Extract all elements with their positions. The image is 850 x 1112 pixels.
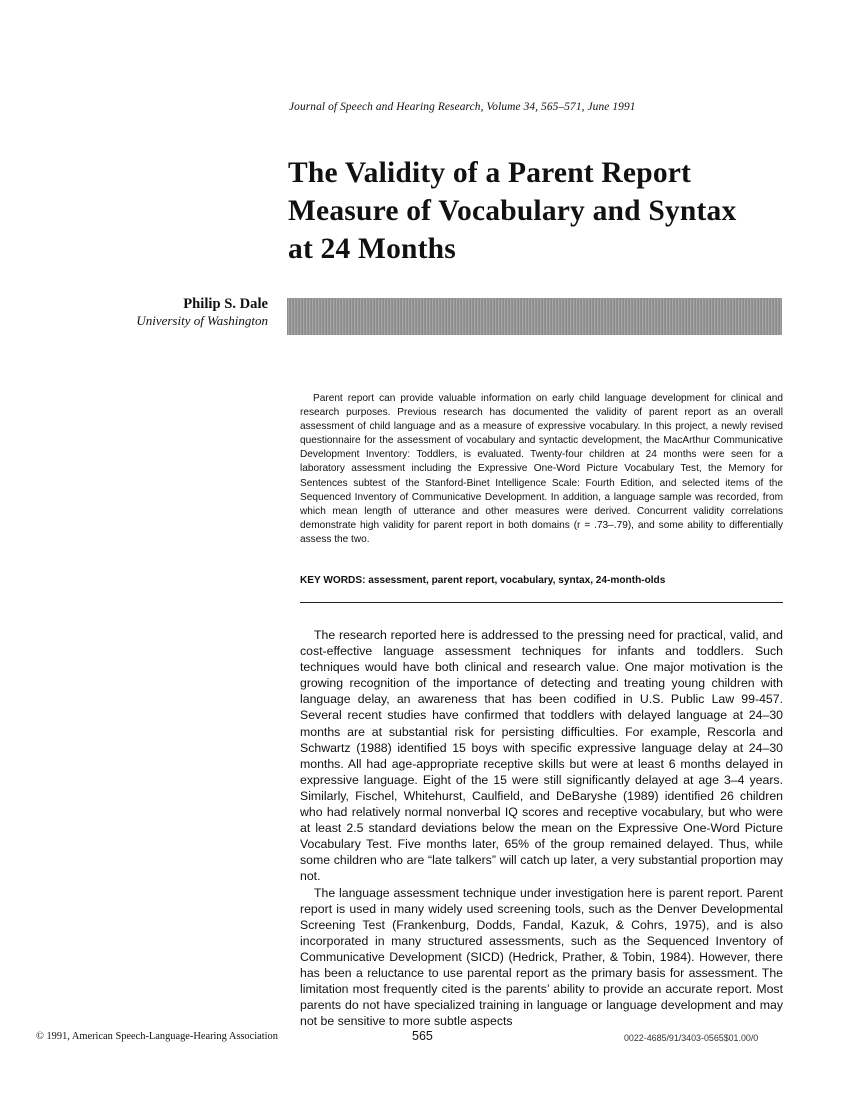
footer-code: 0022-4685/91/3403-0565$01.00/0 (624, 1033, 759, 1043)
author-affiliation: University of Washington (136, 313, 268, 328)
journal-citation: Journal of Speech and Hearing Research, Volume 34, 565–571, June 1991 (289, 101, 636, 113)
body-paragraph: The research reported here is addressed to the pressing need for practical, valid, and cost-effective language assessment techniques for infants and toddlers. Such techniques would have both clinical and research value. One major motivation is the growing recognition of the importance of detecting and treating young children with language delay, an awareness that has been codified in U.S. Public Law 99-457. Several recent studies have confirmed that toddlers with delayed language at 24–30 months are at substantial risk for persisting difficulties. For example, Rescorla and Schwartz (1988) identified 15 boys with specific expressive language delay at 24–30 months. All had age-appropriate receptive skills but were at least 6 months delayed in expressive language. Eight of the 15 were still significantly delayed at age 3–4 years. Similarly, Fischel, Whitehurst, Caulfield, and DeBaryshe (1989) identified 26 children who had relatively normal nonverbal IQ scores and receptive vocabulary, but who were at least 2.5 standard deviations below the mean on the Expressive One-Word Picture Vocabulary Test. Five months later, 65% of the group remained delayed. Thus, while some children who are “late talkers” will catch up later, a very substantial proportion may not. (300, 628, 783, 884)
page-number: 565 (412, 1029, 433, 1043)
keywords: KEY WORDS: assessment, parent report, vocabulary, syntax, 24-month-olds (300, 575, 666, 586)
footer-copyright: © 1991, American Speech-Language-Hearing Association (36, 1031, 278, 1042)
author-name: Philip S. Dale (183, 296, 268, 312)
decorative-band (287, 298, 782, 335)
title-line: The Validity of a Parent Report (288, 157, 692, 189)
body-paragraph: The language assessment technique under investigation here is parent report. Parent report is used in many widely used screening tools, such as the Denver Developmental Screening Test (Frankenburg, Dodds, Fandal, Kazuk, & Cohrs, 1975), and is also incorporated in many structured assessments, such as the Sequenced Inventory of Communicative Development (SICD) (Hedrick, Prather, & Tobin, 1984). However, there has been a reluctance to use parental report as the primary basis for assessment. The limitation most frequently cited is the parents’ ability to provide an accurate report. Most parents do not have specialized training in language or language development and may not be sensitive to more subtle aspects (300, 885, 783, 1029)
body-text (300, 627, 783, 1029)
section-divider (300, 602, 783, 603)
title-line: at 24 Months (288, 233, 456, 265)
title-line: Measure of Vocabulary and Syntax (288, 195, 737, 227)
article-title (288, 154, 808, 268)
abstract: Parent report can provide valuable information on early child language development for clinical and research purposes. Previous research has documented the validity of parent report as an overall assessment of child language and as a measure of expressive vocabulary. In this project, a newly revised questionnaire for the assessment of vocabulary and syntactic development, the MacArthur Communicative Development Inventory: Toddlers, is evaluated. Twenty-four children at 24 months were seen for a laboratory assessment including the Expressive One-Word Picture Vocabulary Test, the Memory for Sentences subtest of the Stanford-Binet Intelligence Scale: Fourth Edition, and selected items of the Sequenced Inventory of Communicative Development. In addition, a language sample was recorded, from which mean length of utterance and other measures were derived. Concurrent validity correlations demonstrate high validity for parent report in both domains (r = .73–.79), and some ability to differentially assess the two. (300, 393, 783, 545)
